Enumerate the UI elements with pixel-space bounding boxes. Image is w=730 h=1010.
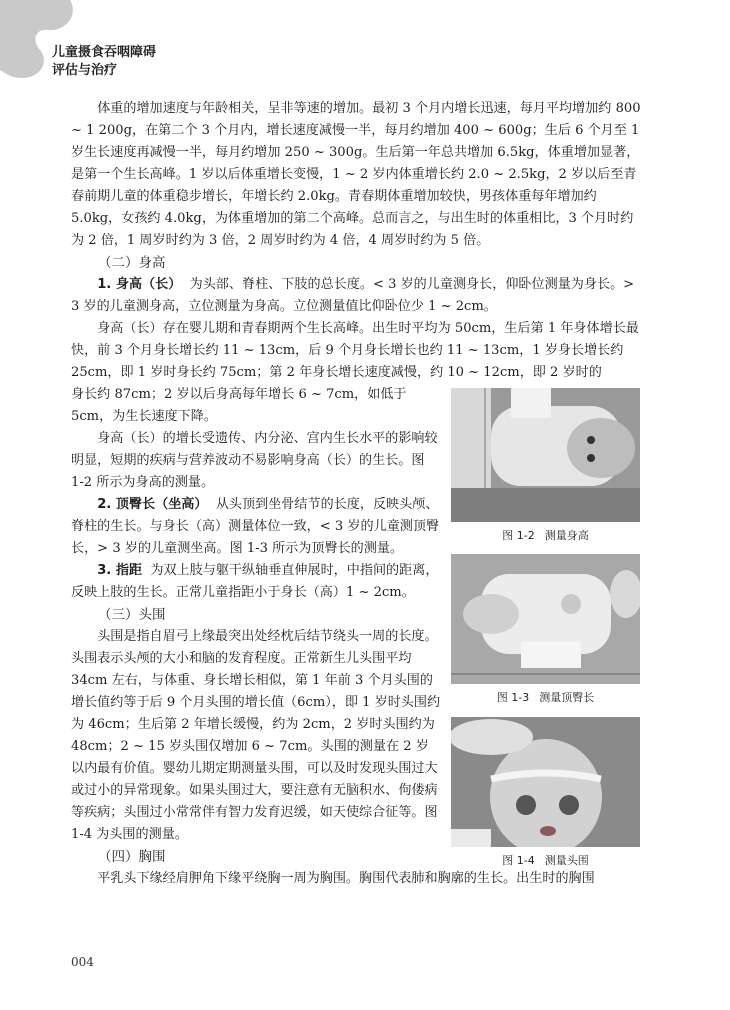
paragraph-height-growth-a: 身高（长）存在婴儿期和青春期两个生长高峰。出生时平均为 50cm，生后第 1 年身体增长最快，前 3 个月身长增长约 11 ~ 13cm，后 9 个月身长增长也约 11 ~ 13cm，1 岁身长增长约 25cm，即 1 岁时身长约 75cm；第 2 年身长增长速度减慢，约 10 ~ 12cm，即 2 岁时的 <box>71 321 639 380</box>
caption-figure-1-4 <box>451 853 640 869</box>
photo-measuring-head-circumference <box>451 717 640 847</box>
caption-figure-1-3 <box>451 690 640 706</box>
caption-figure-1-2 <box>451 528 640 544</box>
crown-rump-text: 从头顶到坐骨结节的长度，反映头颅、脊柱的生长。与身长（高）测量体位一致，< 3 岁的儿童测顶臀长，> 3 岁的儿童测坐高。图 1-3 所示为顶臀长的测量。 <box>71 497 440 556</box>
figure-1-4 <box>451 717 640 869</box>
figure-1-2 <box>451 388 640 544</box>
book-title-line-1: 儿童摄食吞咽障碍 <box>52 45 157 60</box>
narrow-column <box>71 384 441 846</box>
figure-title: 测量身高 <box>544 529 589 542</box>
photo-measuring-height <box>451 388 640 522</box>
paragraph-height-factors: 身高（长）的增长受遗传、内分泌、宫内生长水平的影响较明显，短期的疾病与营养波动不易影响身高（长）的生长。图 1-2 所示为身高的测量。 <box>71 431 438 490</box>
figure-label: 图 1-3 <box>496 691 530 704</box>
book-title-line-2: 评估与治疗 <box>52 63 118 78</box>
term-crown-rump: 2. 顶臀长（坐高） <box>97 497 208 512</box>
section-heading-head-circumference: （三）头围 <box>98 607 166 623</box>
paragraph-weight: 体重的增加速度与年龄相关，呈非等速的增加。最初 3 个月内增长迅速，每月平均增加约 800 ~ 1 200g，在第二个 3 个月内，增长速度减慢一半，每月约增加 400 ~ 600g；生后 6 个月至 1 岁生长速度再减慢一半，每月约增加 250 ~ 300g。生后第一年总共增加 6.5kg，体重增加显著，是第一个生长高峰。1 岁以后体重增长变慢，1 ~ 2 岁内体重增长约 2.0 ~ 2.5kg，2 岁以后至青春前期儿童的体重稳步增长，年增长约 2.0kg。青春期体重增加较快，男孩体重每年增加约 5.0kg，女孩约 4.0kg，为体重增加的第二个高峰。总而言之，与出生时的体重相比，3 个月时约为 2 倍，1 周岁时约为 3 倍，2 周岁时约为 4 倍，4 周岁时约为 5 倍。 <box>71 101 641 248</box>
term-height: 1. 身高（长） <box>97 277 182 292</box>
paragraph-head-circumference: 头围是指自眉弓上缘最突出处经枕后结节绕头一周的长度。头围表示头颅的大小和脑的发育程度。正常新生儿头围平均 34cm 左右，与体重、身长增长相似，第 1 年前 3 个月头围的增长值约等于后 9 个月头围的增长值（6cm），即 1 岁时头围约为 46cm；生后第 2 年增长缓慢，约为 2cm，2 岁时头围约为 48cm；2 ~ 15 岁头围仅增加 6 ~ 7cm。头围的测量在 2 岁以内最有价值。婴幼儿期定期测量头围，可以及时发现头围过大或过小的异常现象。如果头围过大，要注意有无脑积水、佝偻病等疾病；头围过小常常伴有智力发育迟缓，如天使综合征等。图 1-4 为头围的测量。 <box>71 629 441 842</box>
height-definition-text: 为头部、脊柱、下肢的总长度。< 3 岁的儿童测身长，仰卧位测量为身长。> 3 岁的儿童测身高，立位测量为身高。立位测量值比仰卧位少 1 ~ 2cm。 <box>71 277 635 314</box>
figure-title: 测量顶臀长 <box>539 691 595 704</box>
section-heading-chest: （四）胸围 <box>98 849 166 865</box>
figure-label: 图 1-2 <box>502 529 535 542</box>
section-heading-height: （二）身高 <box>98 255 166 271</box>
arm-span-text: 为双上肢与躯干纵轴垂直伸展时，中指间的距离，反映上肢的生长。正常儿童指距小于身长（高）1 ~ 2cm。 <box>71 563 439 600</box>
page-number: 004 <box>71 955 94 969</box>
book-title <box>52 44 156 80</box>
figure-1-3 <box>451 554 640 706</box>
term-arm-span: 3. 指距 <box>97 563 143 578</box>
paragraph-crown-rump <box>71 494 441 560</box>
paragraph-height-definition <box>71 274 641 318</box>
paragraph-chest: 平乳头下缘经肩胛角下缘平绕胸一周为胸围。胸围代表肺和胸廓的生长。出生时的胸围 <box>97 871 595 886</box>
paragraph-height-growth-b: 身长约 87cm；2 岁以后身高每年增长 6 ~ 7cm，如低于 5cm，为生长速度下降。 <box>71 387 407 424</box>
figure-label: 图 1-4 <box>502 854 535 867</box>
photo-measuring-crown-rump-length <box>451 554 640 684</box>
figure-title: 测量头围 <box>544 854 589 867</box>
paragraph-arm-span <box>71 560 441 604</box>
